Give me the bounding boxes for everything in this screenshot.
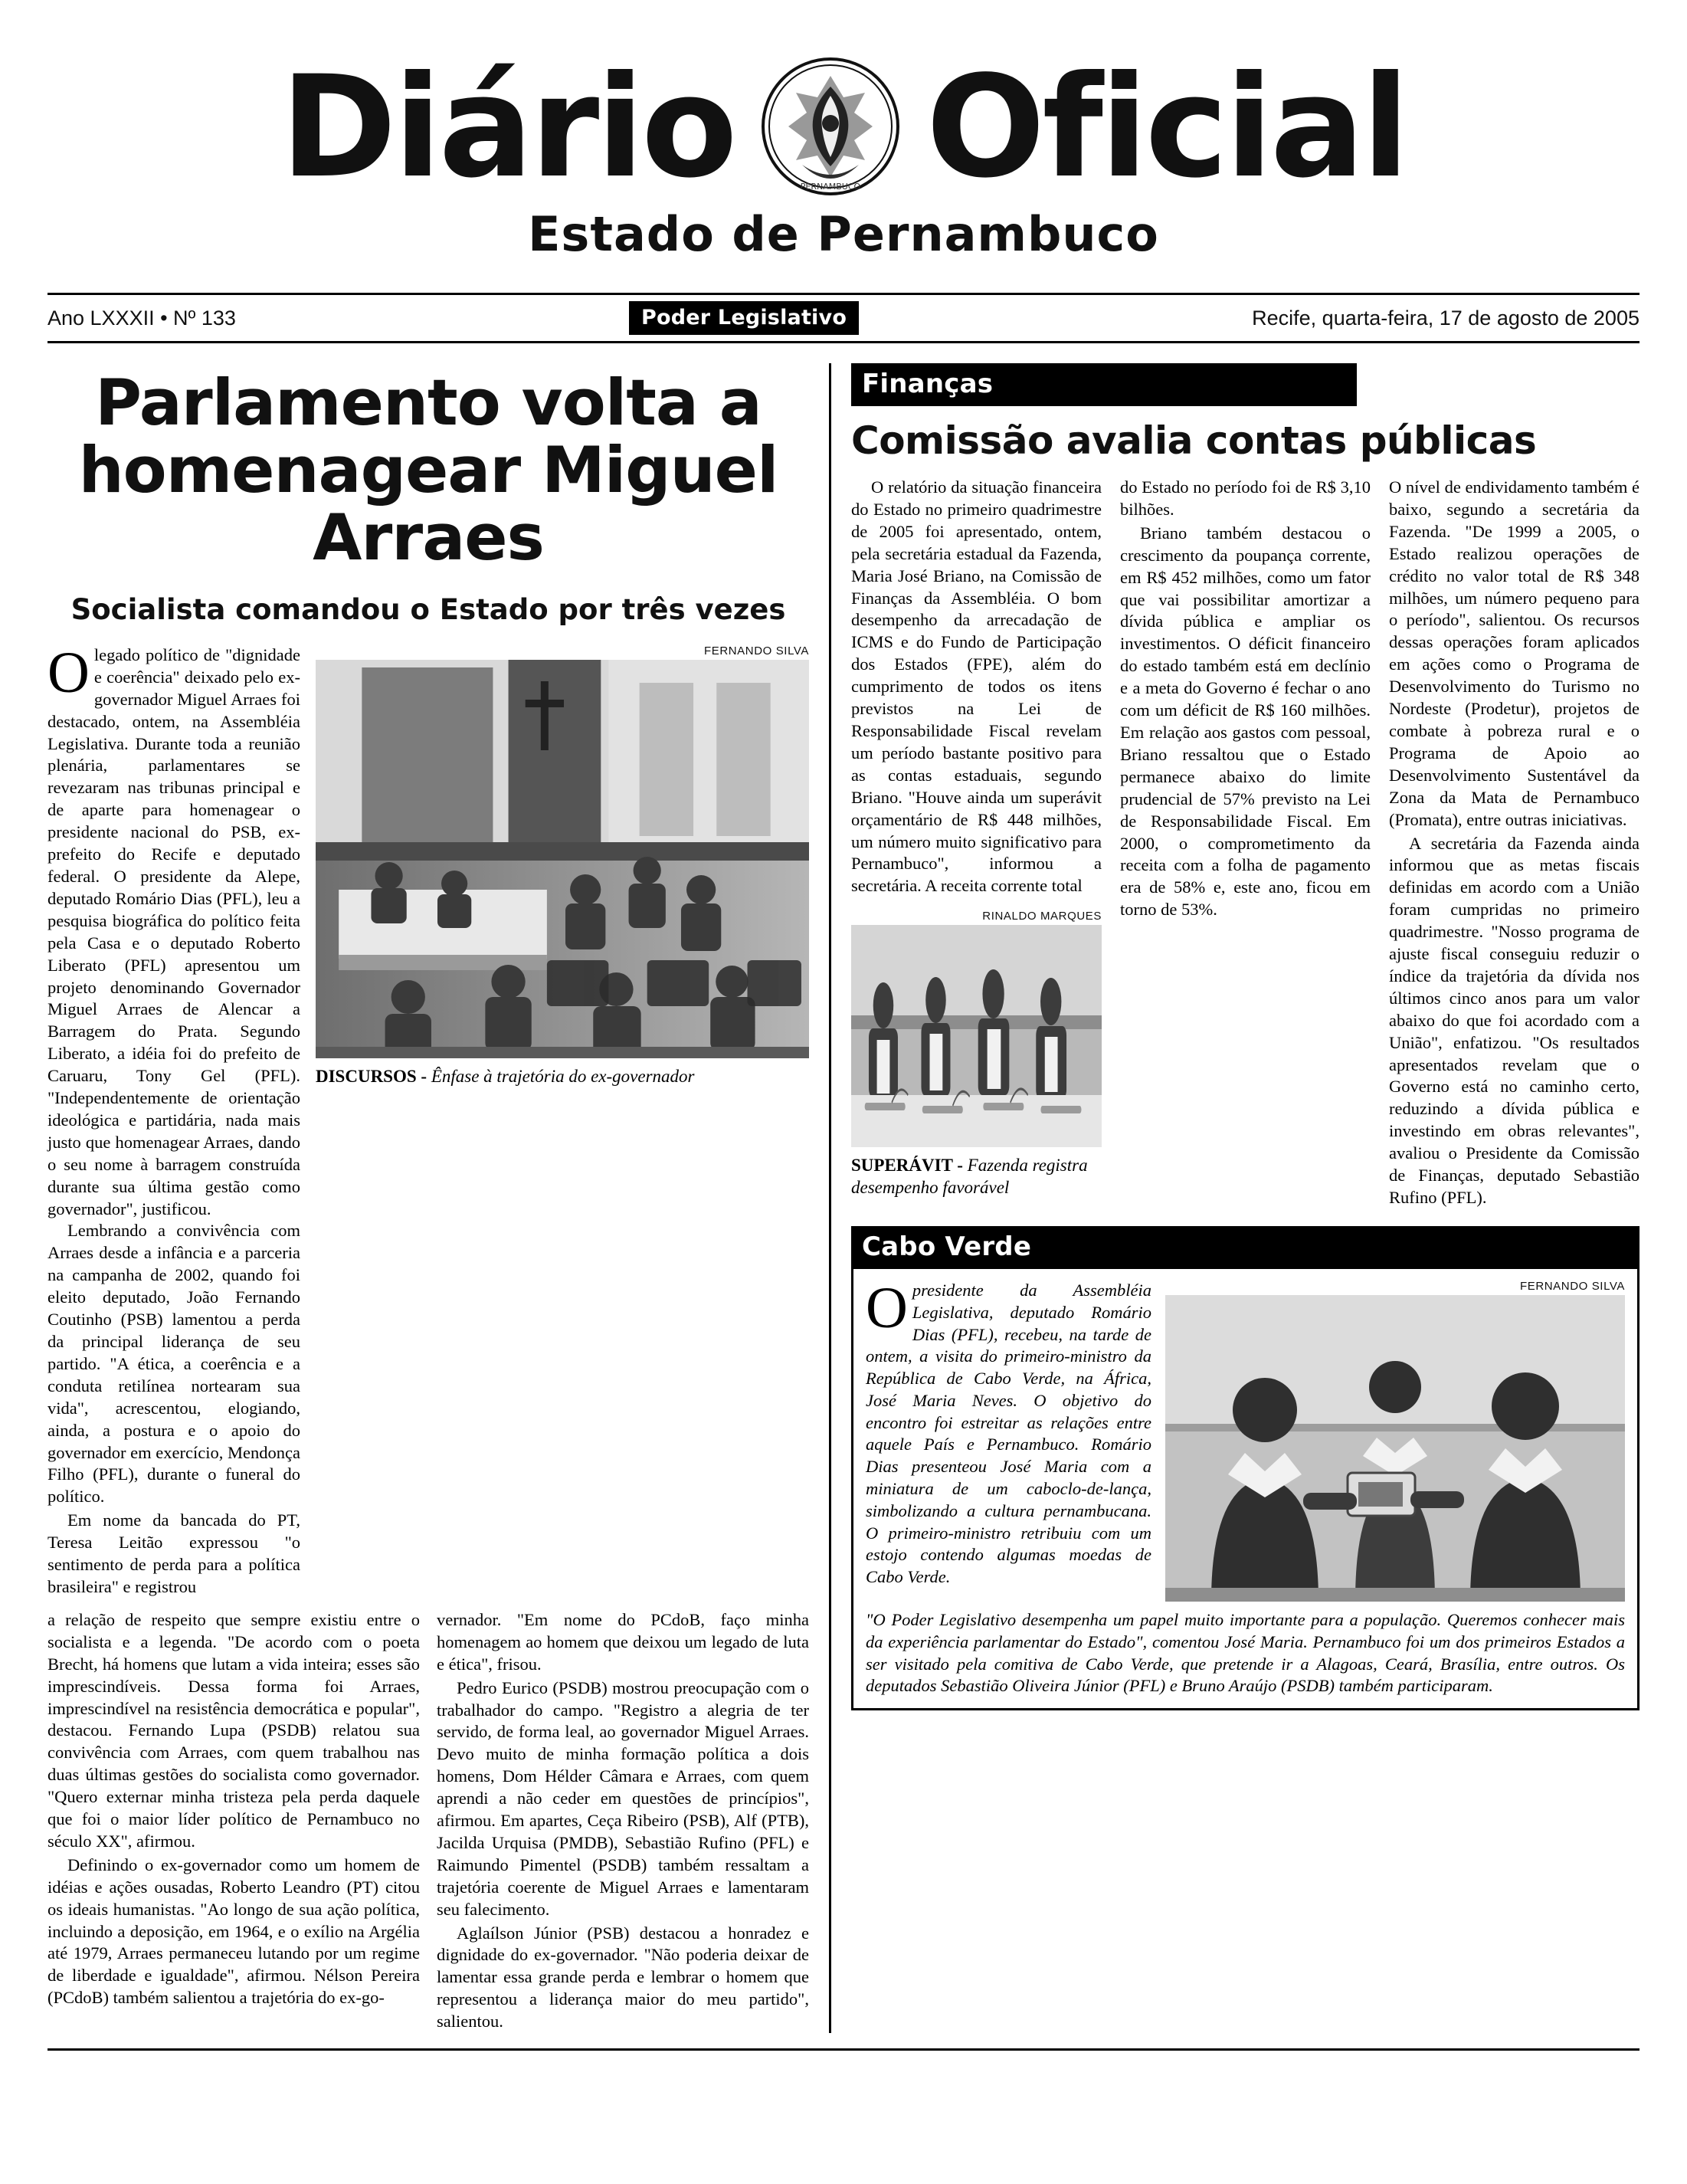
cabo-verde-photo-credit: FERNANDO SILVA xyxy=(1519,1279,1625,1293)
divider-bottom xyxy=(47,341,1640,343)
financas-caption-label: SUPERÁVIT - xyxy=(851,1156,963,1176)
left-col2-paragraph-2: Definindo o ex-governador como um homem de idéias e ações ousadas, Roberto Leandro (PT) citou os ideais humanistas. "Ao longo de sua ação política, incluindo a deposição, em 1964, e o exílio na Argélia até 1979, Arraes permaneceu lutando por um regime de liberdade e igualdade", afirmou. Nélson Pereira (PCdoB) também salientou a trajetória do ex-go- xyxy=(47,1854,420,2008)
cabo-verde-inner xyxy=(851,1269,1640,1710)
left-photo-credit: FERNANDO SILVA xyxy=(703,644,809,657)
financas-title: Comissão avalia contas públicas xyxy=(851,418,1537,463)
gift-exchange-photo xyxy=(1165,1295,1625,1602)
financas-caption-text: Fazenda registra desempenho favorável xyxy=(851,1156,1088,1197)
financas-column-3 xyxy=(1389,477,1640,1209)
left-paragraph-3: Em nome da bancada do PT, Teresa Leitão expressou "o sentimento de perda para a política brasileira" e registrou xyxy=(47,1510,300,1596)
cabo-verde-text-left xyxy=(866,1275,1151,1602)
section-badge-poder-legislativo: Poder Legislativo xyxy=(629,301,859,335)
divider-page-bottom xyxy=(47,2048,1640,2051)
left-column-3 xyxy=(437,1609,809,2033)
cabo-verde-block xyxy=(851,1226,1640,1710)
financas-section-header xyxy=(851,363,1357,406)
page-content xyxy=(47,363,1640,2033)
financas-col3-paragraph-1: O nível de endividamento também é baixo, segundo a secretária da Fazenda. "De 1999 a 2005, o Estado realizou operações de crédito no valor total de R$ 348 milhões, um número pequeno para o período", salientou. Os recursos dessas operações foram aplicados em ações como o Programa de Desenvolvimento do Turismo no Nordeste (Prodetur), projetos de combate à pobreza rural e o Programa de Apoio ao Desenvolvimento Sustentável da Zona da Mata de Pernambuco (Promata), entre outras iniciativas. xyxy=(1389,477,1640,829)
commission-table-photo xyxy=(851,925,1102,1147)
financas-col2-paragraph-1: do Estado no período foi de R$ 3,10 bilhões. xyxy=(1120,477,1371,519)
financas-photo-block xyxy=(851,910,1102,1199)
left-col3-paragraph-2: Pedro Eurico (PSDB) mostrou preocupação com o trabalhador do campo. "Registro a alegria de ter servido, de forma leal, ao governador Miguel Arraes. Devo muito de minha formação política a dois homens, Dom Hélder Câmara e Arraes, com quem aprendi a não ceder em questões de princípios", afirmou. Em apartes, Ceça Ribeiro (PSB), Alf (PTB), Jacilda Urquisa (PMDB), Sebastião Rufino (PFL) e Raimundo Pimentel (PSDB) também ressaltam a trajetória coerente de Miguel Arraes e lamentaram seu falecimento. xyxy=(437,1677,809,1919)
financas-col2-paragraph-2: Briano também destacou o crescimento da poupança corrente, em R$ 452 milhões, como um fator que vai possibilitar amortizar a dívida pública e ampliar os investimentos. O déficit financeiro do estado também está em declínio e a meta do Governo é fechar o ano com um déficit de R$ 160 milhões. Em relação aos gastos com pessoal, Briano ressaltou que o Estado permanece abaixo do limite prudencial de 57% previsto na Lei de Responsabilidade Fiscal. Em 2000, o comprometimento da receita com a folha de pagamento era de 58% e, este ano, ficou em torno de 53%. xyxy=(1120,523,1371,920)
page-title: Parlamento volta a homenagear Miguel Arraes xyxy=(78,366,778,575)
left-column-2 xyxy=(47,1609,420,2033)
section-label-financas: Finanças xyxy=(851,363,1357,406)
left-caption-label: DISCURSOS - xyxy=(316,1066,427,1086)
left-caption-text: Ênfase à trajetória do ex-governador xyxy=(431,1066,695,1086)
financas-col1-paragraph-1: O relatório da situação financeira do Estado no primeiro quadrimestre de 2005 foi apresentado, ontem, pela secretária estadual da Fazenda, Maria José Briano, na Comissão de Finanças da Assembléia. O bom desempenho da arrecadação de ICMS e do Fundo de Participação dos Estados (FPE), além do cumprimento de todos os itens previstos na Lei de Responsabilidade Fiscal revelam um período bastante positivo para as contas estaduais, segundo Briano. "Houve ainda um superávit orçamentário de R$ 448 milhões, um número muito significativo para Pernambuco", informou a secretária. A receita corrente total xyxy=(851,477,1102,896)
masthead-word-right: Oficial xyxy=(925,46,1407,210)
left-top-block xyxy=(47,640,809,1599)
publication-date: Recife, quarta-feira, 17 de agosto de 2005 xyxy=(1252,306,1640,330)
masthead-subtitle: Estado de Pernambuco xyxy=(528,206,1159,262)
cabo-verde-text-full: "O Poder Legislativo desempenha um papel muito importante para a população. Queremos conhecer mais da experiência parlamentar do Estado", comentou José Maria. Pernambuco foi um dos primeiros Estados a ser visitado pela comitiva de Cabo Verde, que pretende ir a Alagoas, Ceará, Brasília, entre outros. Os deputados Sebastião Oliveira Júnior (PFL) e Bruno Araújo (PSDB) também participaram. xyxy=(866,1609,1625,1696)
left-column-1 xyxy=(47,640,300,1599)
pernambuco-coat-of-arms-icon xyxy=(758,50,903,207)
financas-column-2 xyxy=(1120,477,1371,1209)
financas-columns xyxy=(851,477,1640,1209)
financas-col3-paragraph-2: A secretária da Fazenda ainda informou que as metas fiscais definidas em acordo com a União foram cumpridas no primeiro quadrimestre. "Nosso programa de ajuste fiscal conseguiu reduzir o índice da trajetória da dívida nos últimos cinco anos para um valor abaixo do que foi acordado com a União", enfatizou. "Os resultados apresentados revelam que o Governo está no caminho certo, reduzindo a dívida pública e investindo em obras relevantes", avaliou o Presidente da Comissão de Finanças, deputado Sebastião Rufino (PFL). xyxy=(1389,833,1640,1207)
left-col3-paragraph-1: vernador. "Em nome do PCdoB, faço minha homenagem ao homem que deixou um legado de luta e ética", frisou. xyxy=(437,1609,809,1674)
plenary-session-photo xyxy=(316,660,809,1058)
issue-info: Ano LXXXII • Nº 133 xyxy=(47,306,236,330)
info-bar xyxy=(47,295,1640,341)
section-label-cabo-verde: Cabo Verde xyxy=(851,1226,1640,1269)
dropcap-letter: O xyxy=(47,640,90,705)
left-photo-block xyxy=(316,644,809,1599)
left-col2-paragraph-1: a relação de respeito que sempre existiu entre o socialista e a legenda. "De acordo com o poeta Brecht, há homens que lutam a vida inteira; esses são imprescindíveis. Dessa forma foi Arraes, imprescindível na resistência democrática e popular", destacou. Fernando Lupa (PSDB) relatou sua convivência com Arraes, com quem trabalhou nas duas últimas gestões do socialista como governador. "Quero externar minha tristeza pela perda daquele que foi o maior líder político de Pernambuco no século XX", afirmou. xyxy=(47,1609,420,1851)
svg-text:PERNAMBUCO: PERNAMBUCO xyxy=(800,182,860,192)
left-paragraph-1-text: legado político de "dignidade e coerência" deixado pelo ex-governador Miguel Arraes foi destacado, ontem, na Assembléia Legislativa. Durante toda a reunião plenária, parlamentares se revezaram nas tribunas principal e de aparte para homenagear o presidente nacional do PSB, ex-prefeito do Recife e deputado federal. O presidente da Alepe, deputado Romário Dias (PFL), leu a pesquisa biográfica do político feita pela Casa e o deputado Roberto Liberato (PFL) apresentou um projeto denominando Governador Miguel Arraes de Alencar a Barragem do Prata. Segundo Liberato, a idéia foi do prefeito de Caruaru, Tony Gel (PFL). "Independentemente de orientação ideológica e partidária, nada mais justo que homenagear Arraes, dando o seu nome à barragem construída durante sua última gestão como governador", justificou. xyxy=(47,644,300,1218)
left-photo-caption xyxy=(316,1066,809,1088)
left-subheadline: Socialista comandou o Estado por três vezes xyxy=(70,592,786,626)
left-paragraph-2: Lembrando a convivência com Arraes desde a infância e a parceria na campanha de 2002, quando foi eleito deputado, João Fernando Coutinho (PSB) lamentou a perda da principal liderança de seu partido. "A ética, a coerência e a conduta retilínea nortearam sua vida", acrescentou, elogiando, ainda, a postura e o apoio do governador em exercício, Mendonça Filho (PFL), durante o funeral do político. xyxy=(47,1221,300,1507)
right-column xyxy=(831,363,1640,2033)
cabo-verde-photo-block xyxy=(1165,1280,1625,1602)
left-story-column xyxy=(47,363,829,2033)
financas-photo-caption xyxy=(851,1155,1102,1199)
left-bottom-columns xyxy=(47,1609,809,2033)
cabo-verde-body xyxy=(853,1269,1637,1609)
left-col3-paragraph-3: Aglaílson Júnior (PSB) destacou a honradez e dignidade do ex-governador. "Não poderia deixar de lamentar essa grande perda e lembrar o homem que representou a liderança maior do meu partido", salientou. xyxy=(437,1923,809,2032)
masthead-word-left: Diário xyxy=(280,46,735,210)
financas-photo-credit: RINALDO MARQUES xyxy=(982,910,1102,923)
masthead-title xyxy=(47,46,1640,211)
left-paragraph-1 xyxy=(47,640,300,1221)
financas-column-1 xyxy=(851,477,1102,1209)
masthead xyxy=(47,46,1640,276)
cabo-verde-text-left-content: presidente da Assembléia Legislativa, deputado Romário Dias (PFL), recebeu, na tarde de ontem, a visita do primeiro-ministro da República de Cabo Verde, na África, José Maria Neves. O objetivo do encontro foi estreitar as relações entre aquele País e Pernambuco. Romário Dias presenteou José Maria com a miniatura de um caboclo-de-lança, simbolizando a cultura pernambucana. O primeiro-ministro retribuiu com um estojo contendo algumas moedas de Cabo Verde. xyxy=(866,1280,1151,1587)
cabo-dropcap-letter: O xyxy=(866,1275,908,1340)
